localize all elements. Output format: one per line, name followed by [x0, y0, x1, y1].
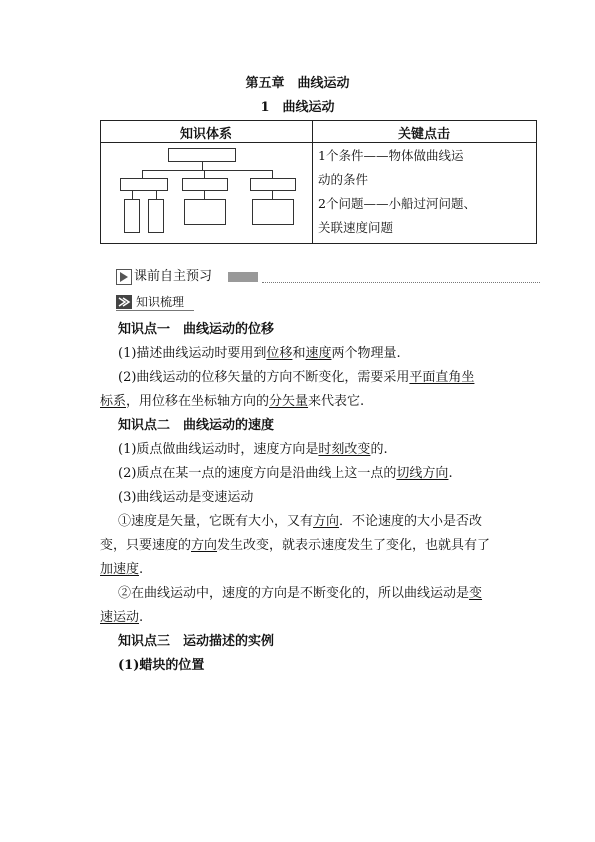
- key-points-text: [318, 144, 532, 240]
- kp1-heading: 知识点一 曲线运动的位移: [118, 322, 275, 337]
- kp3-p1: (1)蜡块的位置: [118, 658, 205, 673]
- key-line: 1个条件——物体做曲线运: [318, 148, 464, 163]
- chapter-title: 第五章 曲线运动: [245, 76, 350, 91]
- knowledge-table: [100, 120, 537, 244]
- diagram-branch-box: [182, 178, 228, 191]
- kp1-p2-cont: 标系，用位移在坐标轴方向的分矢量来代表它.: [100, 394, 365, 409]
- section-banner-label: 课前自主预习: [134, 269, 213, 284]
- diagram-root-box: [168, 148, 236, 162]
- kp2-p1: (1)质点做曲线运动时，速度方向是时刻改变的.: [118, 442, 388, 457]
- key-line: 2个问题——小船过河问题、: [318, 196, 476, 211]
- kp1-p1: (1)描述曲线运动时要用到位移和速度两个物理量.: [118, 346, 401, 361]
- diagram-branch-box: [120, 178, 168, 191]
- diagram-leaf-box: [184, 199, 226, 225]
- key-line: 动的条件: [318, 172, 369, 187]
- kp2-p5: ②在曲线运动中，速度的方向是不断变化的，所以曲线运动是变: [118, 586, 483, 601]
- play-arrow-icon: [116, 269, 132, 285]
- kp1-p2: (2)曲线运动的位移矢量的方向不断变化，需要采用平面直角坐: [118, 370, 475, 385]
- section-title: 1 曲线运动: [260, 100, 335, 115]
- table-header-key-points: 关键点击: [397, 127, 450, 142]
- arrow-badge-icon: [116, 295, 132, 309]
- kp2-p5-cont: 速运动.: [100, 610, 144, 625]
- diagram-leaf-box: [148, 199, 164, 233]
- banner-shade: [228, 272, 258, 282]
- sub-banner: [116, 294, 206, 310]
- table-header-knowledge-system: 知识体系: [179, 127, 232, 142]
- kp3-heading: 知识点三 运动描述的实例: [118, 634, 275, 649]
- section-banner: [116, 268, 540, 286]
- kp2-p2: (2)质点在某一点的速度方向是沿曲线上这一点的切线方向.: [118, 466, 453, 481]
- kp2-p3: (3)曲线运动是变速运动: [118, 490, 254, 505]
- sub-banner-label: 知识梳理: [136, 295, 185, 309]
- banner-dotted-rule: [262, 282, 540, 283]
- knowledge-diagram: [120, 148, 300, 238]
- diagram-leaf-box: [252, 199, 294, 225]
- key-line: 关联速度问题: [318, 220, 394, 235]
- kp2-heading: 知识点二 曲线运动的速度: [118, 418, 275, 433]
- sub-banner-underline: [116, 310, 194, 311]
- kp2-p4: ①速度是矢量，它既有大小，又有方向．不论速度的大小是否改: [118, 514, 483, 529]
- kp2-p4-cont: 变，只要速度的方向发生改变，就表示速度发生了变化，也就具有了: [100, 538, 491, 553]
- knowledge-content: [100, 318, 540, 678]
- diagram-leaf-box: [124, 199, 140, 233]
- diagram-branch-box: [250, 178, 296, 191]
- kp2-p4-cont2: 加速度.: [100, 562, 144, 577]
